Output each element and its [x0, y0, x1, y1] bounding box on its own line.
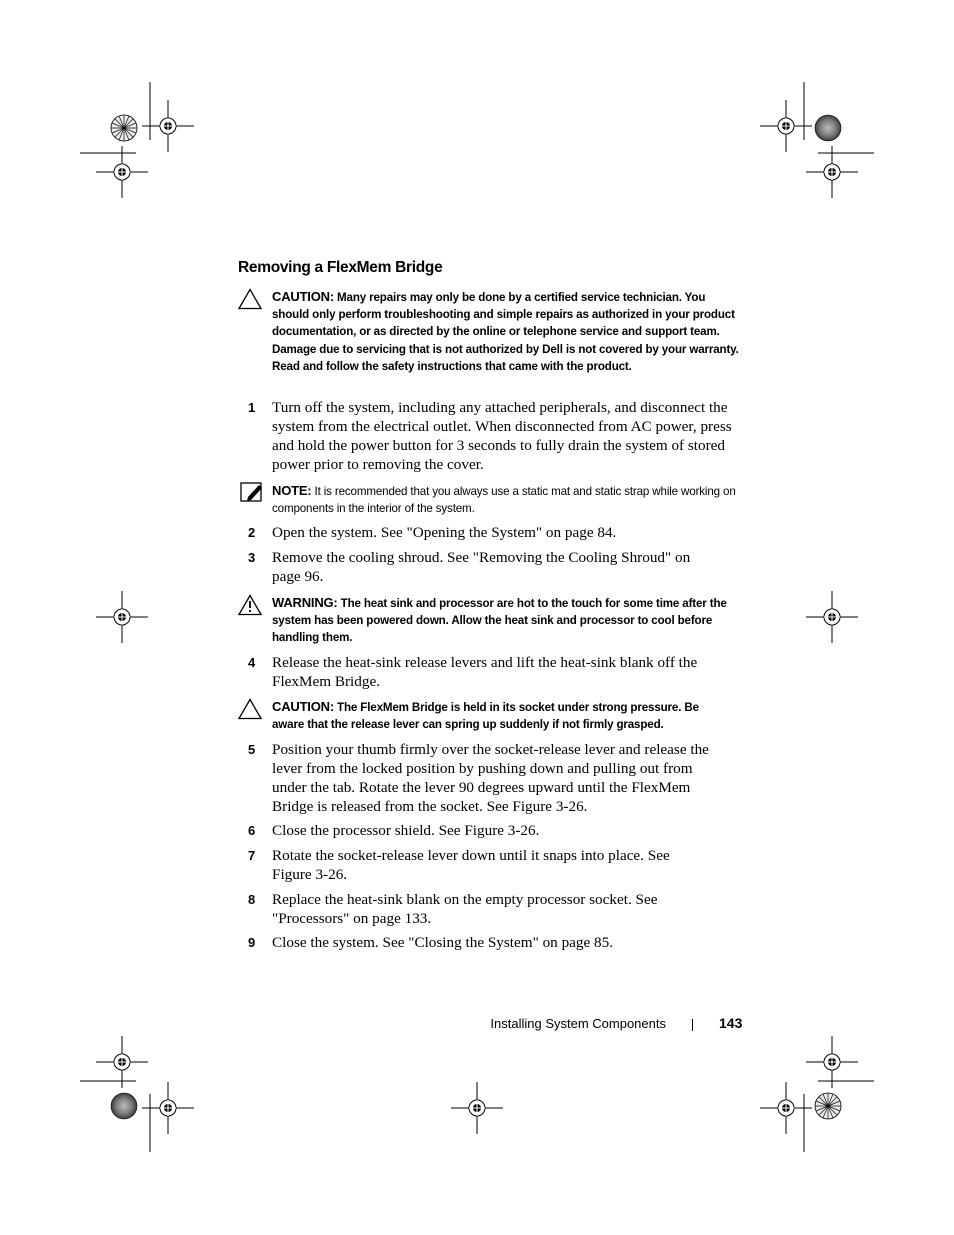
warning-label: WARNING:: [272, 595, 338, 610]
step-number: 5: [248, 742, 256, 757]
caution-notice: [272, 698, 734, 733]
step-text: Open the system. See "Opening the System" on page 84.: [272, 524, 617, 541]
caution-triangle-icon: [238, 698, 262, 720]
note-text: It is recommended that you always use a static mat and static strap while working on components in the interior of the system.: [272, 485, 736, 516]
warning-triangle-icon: [238, 594, 262, 616]
step-number: 8: [248, 892, 256, 907]
caution-triangle-icon: [238, 288, 262, 310]
caution-text: The FlexMem Bridge is held in its socket under strong pressure. Be aware that the release lever can spring up suddenly if not firmly grasped.: [272, 701, 699, 732]
note-notice: [272, 482, 740, 517]
caution-text: Many repairs may only be done by a certified service technician. You should only perform troubleshooting and simple repairs as authorized in your product documentation, or as directed by the online or telephone service and support team. Damage due to servicing that is not authorized by Dell is not covered by your warranty. Read and follow the safety instructions that came with the product.: [272, 291, 739, 373]
step-number: 3: [248, 550, 256, 565]
warning-text: The heat sink and processor are hot to the touch for some time after the system has been powered down. Allow the heat sink and processor to cool before handling them.: [272, 597, 727, 645]
section-heading: Removing a FlexMem Bridge: [238, 259, 443, 276]
footer-chapter: Installing System Components: [490, 1016, 666, 1031]
step-number: 9: [248, 935, 256, 950]
page-number: 143: [719, 1015, 743, 1031]
caution-label: CAUTION:: [272, 699, 334, 714]
note-label: NOTE:: [272, 483, 312, 498]
step-number: 7: [248, 848, 256, 863]
warning-notice: [272, 594, 740, 647]
note-pencil-icon: [240, 481, 264, 503]
footer-separator: [692, 1019, 693, 1031]
caution-notice: [272, 288, 740, 375]
step-text: Remove the cooling shroud. See "Removing the Cooling Shroud" on page 96.: [272, 549, 691, 585]
step-number: 6: [248, 823, 256, 838]
step-text: Replace the heat-sink blank on the empty processor socket. See "Processors" on page 133.: [272, 891, 658, 927]
step-text: Close the system. See "Closing the System" on page 85.: [272, 934, 614, 951]
step-text: Turn off the system, including any attached peripherals, and disconnect the system from the electrical outlet. When disconnected from AC power, press and hold the power button for 3 seconds to fully drain the system of stored power prior to removing the cover.: [272, 399, 732, 473]
step-text: Position your thumb firmly over the socket-release lever and release the lever from the locked position by pushing down and pulling out from under the tab. Rotate the lever 90 degrees upward until the FlexMem Bridge is released from the socket. See Figure 3-26.: [272, 741, 709, 815]
step-number: 2: [248, 525, 256, 540]
caution-label: CAUTION:: [272, 289, 334, 304]
step-text: Rotate the socket-release lever down until it snaps into place. See Figure 3-26.: [272, 847, 670, 883]
step-text: Close the processor shield. See Figure 3-26.: [272, 822, 540, 839]
step-number: 1: [248, 400, 256, 415]
step-text: Release the heat-sink release levers and lift the heat-sink blank off the FlexMem Bridge.: [272, 654, 698, 690]
step-number: 4: [248, 655, 256, 670]
